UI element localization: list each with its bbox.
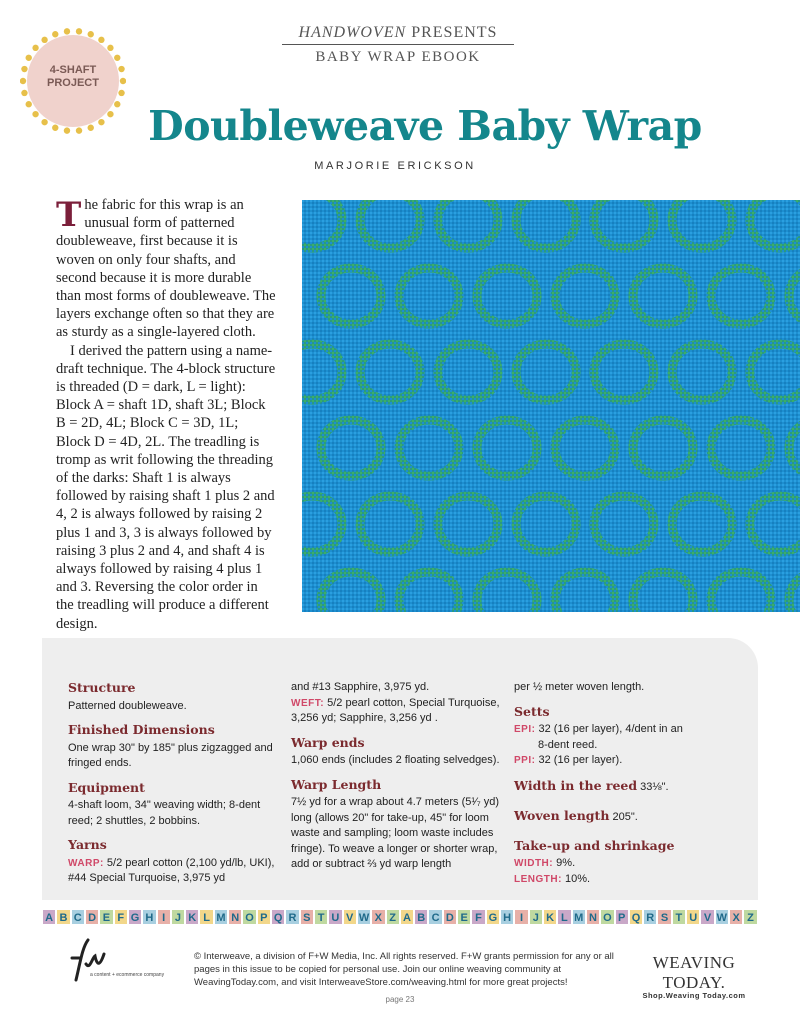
alphabet-letter: N: [228, 909, 242, 925]
alphabet-letter: S: [300, 909, 314, 925]
alphabet-letter: P: [615, 909, 629, 925]
warp-yarn-text: 5/2 pearl cotton (2,100 yd/lb, UKI), #44 Special Turquoise, 3,975 yd: [68, 856, 275, 884]
structure-text: Patterned doubleweave.: [68, 699, 187, 712]
woven-length-line: [514, 808, 694, 826]
structure-heading: Structure: [68, 680, 136, 695]
woven-length-value: 205".: [609, 811, 638, 823]
alphabet-letter: J: [529, 909, 543, 925]
drop-cap: T: [56, 195, 82, 235]
warp-ends-text: 1,060 ends (includes 2 floating selvedges).: [291, 754, 500, 766]
warp-length-heading: Warp Length: [291, 776, 382, 792]
warp-label: WARP:: [68, 857, 104, 869]
width-reed-line: [514, 778, 694, 796]
equipment-text: 4-shaft loom, 34" weaving width; 8-dent reed; 2 shuttles, 2 bobbins.: [68, 799, 261, 827]
presents-word: PRESENTS: [406, 24, 498, 41]
ppi-label: PPI:: [514, 755, 536, 766]
alphabet-letter: J: [171, 909, 185, 925]
takeup-length-value: 10%.: [561, 872, 591, 885]
warp-yarn: [68, 856, 278, 887]
alphabet-letter: X: [729, 909, 743, 925]
alphabet-letter: M: [214, 909, 228, 925]
equipment-heading: Equipment: [68, 779, 145, 795]
presents-line: [282, 24, 514, 45]
alphabet-letter: L: [557, 909, 571, 925]
width-reed-value: 33⅛".: [637, 780, 669, 793]
ppi-line: [514, 753, 694, 769]
fw-logo-icon: [62, 936, 172, 984]
alphabet-letter: B: [414, 909, 428, 925]
alphabet-letter: Q: [271, 909, 285, 925]
alphabet-letter: E: [99, 909, 113, 925]
warp-length-continued: per ½ meter woven length.: [514, 681, 645, 693]
takeup-length-label: LENGTH:: [514, 873, 562, 885]
specs-column-2: [291, 680, 503, 873]
alphabet-letter: P: [257, 909, 271, 925]
finished-text: One wrap 30" by 185" plus zigzagged and fringed ends.: [68, 741, 273, 769]
alphabet-letter: I: [157, 909, 171, 925]
alphabet-letter: M: [572, 909, 586, 925]
page-number: page 23: [385, 995, 415, 1004]
alphabet-letter: Z: [743, 909, 757, 925]
alphabet-letter: X: [371, 909, 385, 925]
alphabet-letter: C: [71, 909, 85, 925]
takeup-width-value: 9%.: [553, 857, 576, 869]
epi-text: 32 (16 per layer), 4/dent in an 8-dent reed.: [535, 723, 683, 751]
finished-heading: Finished Dimensions: [68, 722, 215, 737]
weaving-today-logo[interactable]: [624, 953, 764, 1000]
alphabet-letter: U: [686, 909, 700, 925]
article-title: Doubleweave Baby Wrap: [148, 102, 702, 150]
takeup-width-label: WIDTH:: [514, 858, 554, 869]
alphabet-letter: B: [56, 909, 70, 925]
alphabet-letter: Z: [386, 909, 400, 925]
alphabet-letter: U: [328, 909, 342, 925]
alphabet-letter: O: [242, 909, 256, 925]
alphabet-letter: Q: [629, 909, 643, 925]
takeup-width: [514, 856, 694, 872]
weaving-today-title: WEAVING TODAY.: [652, 953, 736, 992]
alphabet-letter: A: [42, 909, 56, 925]
ppi-text: 32 (16 per layer).: [535, 754, 623, 766]
epi-label: EPI:: [514, 724, 536, 735]
badge-line-2: PROJECT: [47, 77, 99, 89]
alphabet-letter: K: [185, 909, 199, 925]
badge-line-1: 4-SHAFT: [49, 64, 97, 76]
specs-column-1: [68, 680, 278, 887]
logo-tagline: a content + ecommerce company: [90, 972, 165, 978]
ebook-header: [282, 24, 514, 66]
yarns-heading: Yarns: [68, 837, 107, 852]
alphabet-letter: D: [85, 909, 99, 925]
alphabet-letter: H: [142, 909, 156, 925]
handwoven-brand: HANDWOVEN: [298, 24, 407, 41]
woven-length-heading: Woven length: [514, 808, 610, 823]
setts-heading: Setts: [514, 703, 550, 719]
alphabet-letter: W: [715, 909, 729, 925]
alphabet-letter: A: [400, 909, 414, 925]
weft-yarn: [291, 696, 503, 727]
alphabet-letter: F: [114, 909, 128, 925]
alphabet-letter: N: [586, 909, 600, 925]
takeup-length: [514, 872, 694, 888]
warp-length-text: 7½ yd for a wrap about 4.7 meters (5¹⁄₇ yd) long (allows 20" for take-up, 45" for loom waste and sampling; loom waste includes fringe). To weave a longer or shorter wrap, add or subtract ⅔ yd warp length: [291, 796, 499, 870]
alphabet-letter: T: [672, 909, 686, 925]
fabric-photo: [302, 200, 800, 612]
alphabet-strip: [42, 909, 758, 925]
alphabet-letter: R: [643, 909, 657, 925]
alphabet-letter: W: [357, 909, 371, 925]
alphabet-letter: E: [457, 909, 471, 925]
alphabet-letter: C: [428, 909, 442, 925]
intro-paragraph-1: [56, 196, 276, 342]
alphabet-letter: L: [199, 909, 213, 925]
author-name: MARJORIE ERICKSON: [314, 160, 476, 172]
alphabet-letter: O: [600, 909, 614, 925]
alphabet-letter: D: [443, 909, 457, 925]
specs-column-3: [514, 680, 694, 887]
alphabet-letter: V: [700, 909, 714, 925]
warp-ends-heading: Warp ends: [291, 734, 365, 750]
weft-label: WEFT:: [291, 697, 325, 709]
ebook-name: BABY WRAP EBOOK: [315, 49, 481, 65]
copyright-notice: © Interweave, a division of F+W Media, Inc. All rights reserved. F+W grants permission for any or all pages in this issue to be copied for personal use. Join our online weaving community at WeavingToday.com, and visit InterweaveStore.com/weaving.html for more great projects!: [194, 951, 614, 988]
alphabet-letter: G: [128, 909, 142, 925]
alphabet-letter: S: [657, 909, 671, 925]
alphabet-letter: R: [285, 909, 299, 925]
intro-paragraph-2: I derived the pattern using a name-draft technique. The 4-block structure is threaded (D = dark, L = light): Block A = shaft 1D, shaft 3L; Block B = 2D, 4L; Block C = 3D, 1L; Block D = 4D, 2L. The treadling is tromp as writ following the threading of the darks: Shaft 1 is always followed by raising shaft 1 plus 2 and 4, 2 is always followed by raising 2 plus 1 and 3, 3 is always followed by raising 3 plus 2 and 4, and shaft 4 is always followed by raising 4 plus 1 and 3. Reversing the color order in the treadling will produce a different design.: [56, 342, 276, 632]
alphabet-letter: K: [543, 909, 557, 925]
warp-yarn-continued: and #13 Sapphire, 3,975 yd.: [291, 681, 430, 693]
takeup-heading: Take-up and shrinkage: [514, 837, 675, 853]
alphabet-letter: G: [486, 909, 500, 925]
weft-yarn-text: 5/2 pearl cotton, Special Turquoise, 3,256 yd; Sapphire, 3,256 yd .: [291, 696, 500, 724]
intro-text: [56, 196, 276, 633]
alphabet-letter: T: [314, 909, 328, 925]
width-reed-heading: Width in the reed: [514, 777, 638, 793]
alphabet-letter: I: [514, 909, 528, 925]
alphabet-letter: F: [471, 909, 485, 925]
alphabet-letter: H: [500, 909, 514, 925]
intro-p1-text: he fabric for this wrap is an unusual form of patterned doubleweave, first because it is woven on only four shafts, and second because it is more durable than most forms of doubleweave. The layers exchange often so that they are as sturdy as a single-layered cloth.: [56, 197, 276, 341]
badge-label: [20, 64, 126, 90]
epi-line: [514, 722, 694, 753]
alphabet-letter: V: [343, 909, 357, 925]
weaving-today-url: Shop.Weaving Today.com: [642, 991, 746, 1000]
